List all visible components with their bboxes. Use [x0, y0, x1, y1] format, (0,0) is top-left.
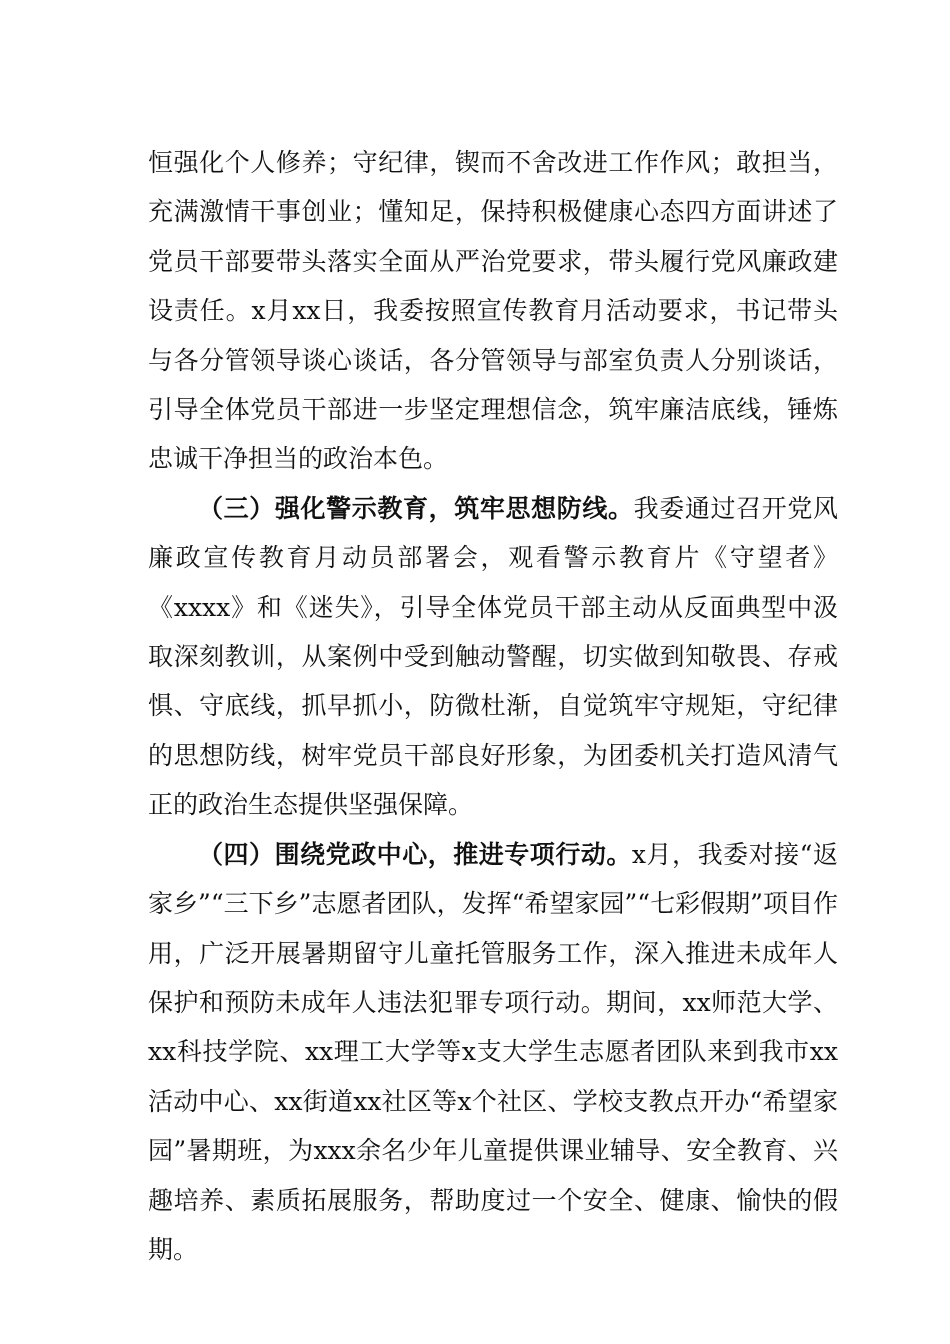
paragraph-text: x月，我委对接“返家乡”“三下乡”志愿者团队，发挥“希望家园”“七彩假期”项目作用，广泛开展暑期留守儿童托管服务工作，深入推进未成年人保护和预防未成年人违法犯罪专项行动。期间，xx师范大学、xx科技学院、xx理工大学等x支大学生志愿者团队来到我市xx活动中心、xx街道xx社区等x个社区、学校支教点开办“希望家园”暑期班，为xxx余名少年儿童提供课业辅导、安全教育、兴趣培养、素质拓展服务，帮助度过一个安全、健康、愉快的假期。 [148, 839, 838, 1264]
paragraph-text: 我委通过召开党风廉政宣传教育月动员部署会，观看警示教育片《守望者》《xxxx》和《迷失》，引导全体党员干部主动从反面典型中汲取深刻教训，从案例中受到触动警醒，切实做到知敬畏、存戒惧、守底线，抓早抓小，防微杜渐，自觉筑牢守规矩，守纪律的思想防线，树牢党员干部良好形象，为团委机关打造风清气正的政治生态提供坚强保障。 [148, 493, 838, 820]
section-heading: （三）强化警示教育，筑牢思想防线。 [198, 493, 634, 523]
section-heading: （四）围绕党政中心，推进专项行动。 [198, 839, 632, 869]
paragraph-continuation [148, 138, 838, 484]
paragraph-section-3 [148, 484, 838, 830]
paragraph-section-4 [148, 830, 838, 1275]
paragraph-text: 恒强化个人修养；守纪律，锲而不舍改进工作作风；敢担当，充满激情干事创业；懂知足，保持积极健康心态四方面讲述了党员干部要带头落实全面从严治党要求，带头履行党风廉政建设责任。x月xx日，我委按照宣传教育月活动要求，书记带头与各分管领导谈心谈话，各分管领导与部室负责人分别谈话，引导全体党员干部进一步坚定理想信念，筑牢廉洁底线，锤炼忠诚干净担当的政治本色。 [148, 148, 838, 474]
document-body [148, 138, 838, 1274]
